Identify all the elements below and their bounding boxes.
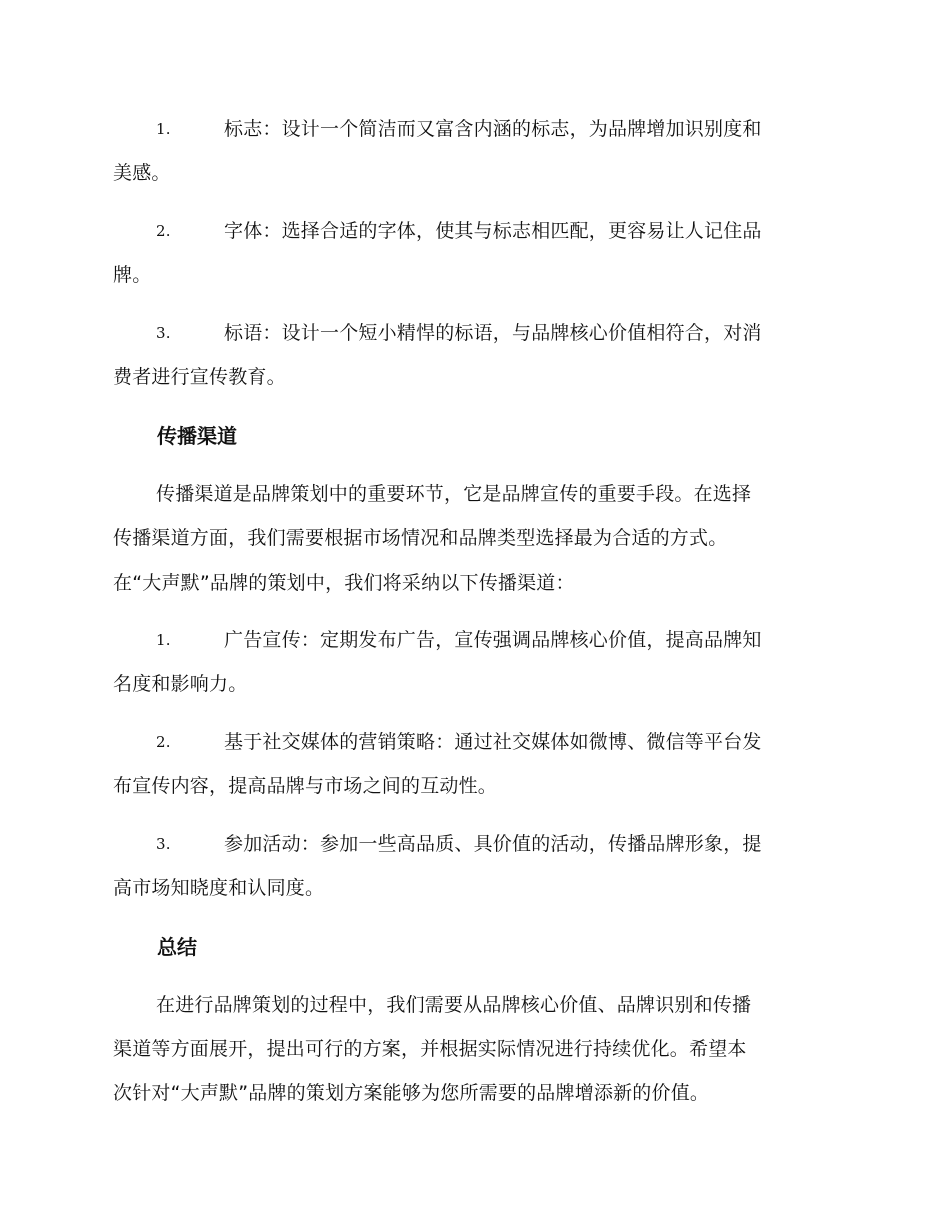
list-number: 2. [156, 222, 171, 240]
list-number: 3. [156, 324, 171, 342]
list-item-text: 标志：设计一个简洁而又富含内涵的标志，为品牌增加识别度和 [224, 118, 762, 140]
paragraph-line: 传播渠道是品牌策划中的重要环节，它是品牌宣传的重要手段。在选择 [156, 483, 752, 505]
list-item-continuation: 费者进行宣传教育。 [113, 366, 286, 388]
paragraph-line: 在“大声默”品牌的策划中，我们将采纳以下传播渠道： [113, 572, 575, 594]
identity-list-item-3 [113, 311, 833, 399]
channels-intro-last-line [113, 561, 833, 605]
summary-paragraph [113, 983, 833, 1115]
list-item-line [113, 822, 833, 866]
list-item-text: 参加活动：参加一些高品质、具价值的活动，传播品牌形象，提 [224, 833, 762, 855]
list-item-text: 广告宣传：定期发布广告，宣传强调品牌核心价值，提高品牌知 [224, 629, 762, 651]
paragraph-line: 在进行品牌策划的过程中，我们需要从品牌核心价值、品牌识别和传播 [156, 994, 752, 1016]
list-number: 1. [156, 120, 171, 138]
identity-list-item-1 [113, 107, 833, 195]
list-item-line [113, 311, 833, 355]
list-number: 3. [156, 835, 171, 853]
list-item-text: 字体：选择合适的字体，使其与标志相匹配，更容易让人记住品 [224, 220, 762, 242]
list-item-line [113, 618, 833, 662]
list-item-continuation: 布宣传内容，提高品牌与市场之间的互动性。 [113, 775, 498, 797]
list-item-continuation: 名度和影响力。 [113, 673, 248, 695]
paragraph-line: 传播渠道方面，我们需要根据市场情况和品牌类型选择最为合适的方式。 [113, 527, 728, 549]
list-number: 2. [156, 733, 171, 751]
channels-list-item-3 [113, 822, 833, 910]
section-heading-summary: 总结 [157, 935, 197, 959]
list-item-line [113, 107, 833, 151]
channels-intro-paragraph [113, 472, 833, 560]
list-item-continuation: 高市场知晓度和认同度。 [113, 877, 325, 899]
list-item-line [113, 209, 833, 253]
list-item-line [113, 720, 833, 764]
list-item-continuation: 美感。 [113, 162, 171, 184]
paragraph-line: 渠道等方面展开，提出可行的方案，并根据实际情况进行持续优化。希望本 [113, 1038, 747, 1060]
list-item-continuation: 牌。 [113, 264, 152, 286]
list-item-text: 标语：设计一个短小精悍的标语，与品牌核心价值相符合，对消 [224, 322, 762, 344]
identity-list-item-2 [113, 209, 833, 297]
channels-list-item-1 [113, 618, 833, 706]
list-item-text: 基于社交媒体的营销策略：通过社交媒体如微博、微信等平台发 [224, 731, 762, 753]
list-number: 1. [156, 631, 171, 649]
channels-list-item-2 [113, 720, 833, 808]
section-heading-channels: 传播渠道 [157, 424, 237, 448]
paragraph-line: 次针对“大声默”品牌的策划方案能够为您所需要的品牌增添新的价值。 [113, 1082, 710, 1104]
